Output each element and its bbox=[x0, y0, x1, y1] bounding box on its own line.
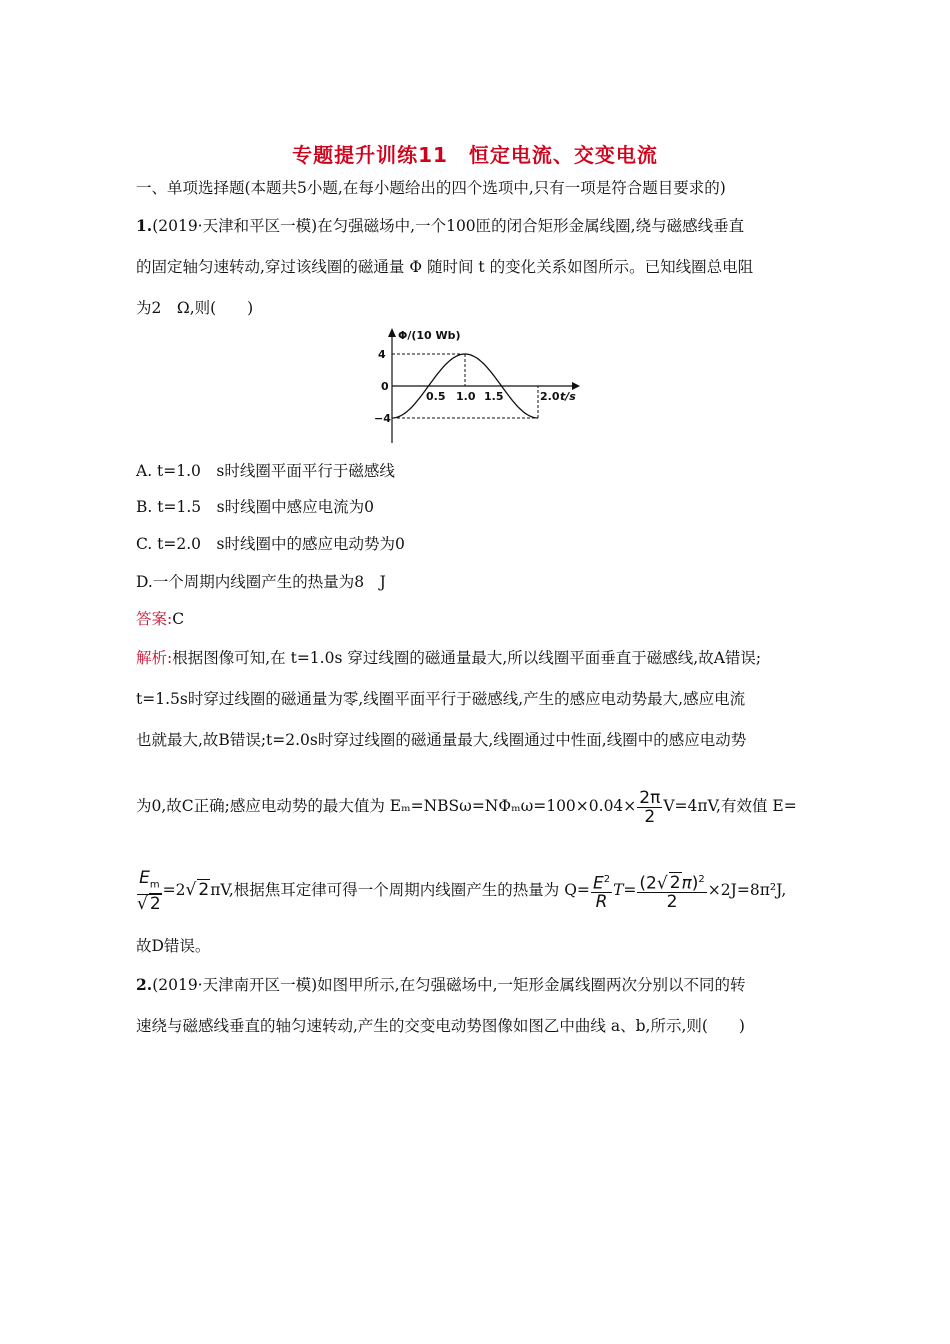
x-tick-0-5: 0.5 bbox=[426, 390, 446, 403]
x-tick-1-5: 1.5 bbox=[484, 390, 504, 403]
analysis-text-4a: 为0,故C正确;感应电动势的最大值为 Eₘ=NBSω=NΦₘω=100×0.04× bbox=[136, 797, 637, 815]
q2-text-1: (2019·天津南开区一模)如图甲所示,在匀强磁场中,一矩形金属线圈两次分别以不同的转 bbox=[152, 976, 746, 994]
q1-line-1 bbox=[136, 216, 744, 236]
e2-over-r bbox=[591, 871, 612, 912]
root-two: √ 2 bbox=[185, 880, 210, 900]
analysis-line-5: $\frac{E_m}{√ 2}$ =2√ 2πV,根据焦耳定律可得一个周期内线圈产生的热量为 Q= $\frac{E^2}{R}$ T= $\frac{(2√ 2\pi)^2}{2}$ ×2J=8π²J, bbox=[137, 867, 787, 915]
option-c: C. t=2.0 s时线圈中的感应电动势为0 bbox=[136, 535, 405, 553]
frac-denominator: 2 bbox=[666, 892, 678, 913]
flux-time-chart bbox=[360, 323, 590, 448]
em-over-root2 bbox=[137, 869, 162, 913]
frac-numerator: 2π bbox=[639, 787, 661, 808]
answer-value: C bbox=[172, 610, 185, 628]
frac-numerator: $E^2$ bbox=[591, 871, 612, 894]
x-tick-2-0: 2.0 bbox=[540, 390, 560, 403]
x-tick-1-0: 1.0 bbox=[456, 390, 476, 403]
analysis-line-6: 故D错误。 bbox=[136, 937, 211, 955]
x-axis-arrow bbox=[572, 382, 580, 390]
analysis-line-4 bbox=[136, 786, 797, 826]
analysis-label: 解析: bbox=[136, 649, 173, 667]
analysis-line-3: 也就最大,故B错误;t=2.0s时穿过线圈的磁通量最大,线圈通过中性面,线圈中的感应电动势 bbox=[136, 731, 747, 749]
q1-number: 1. bbox=[136, 216, 153, 235]
analysis-text-5a: =2 bbox=[162, 881, 186, 899]
q1-text-1: (2019·天津和平区一模)在匀强磁场中,一个100匝的闭合矩形金属线圈,绕与磁感线垂直 bbox=[152, 217, 745, 235]
q2-line-1 bbox=[136, 975, 746, 995]
y-axis-label: Φ/(10 Wb) bbox=[398, 329, 461, 342]
analysis-text-1: 根据图像可知,在 t=1.0s 穿过线圈的磁通量最大,所以线圈平面垂直于磁感线,故A错误; bbox=[172, 649, 762, 667]
q2-line-2: 速绕与磁感线垂直的轴匀速转动,产生的交变电动势图像如图乙中曲线 a、b,所示,则( ) bbox=[136, 1017, 745, 1035]
frac-denominator: √ 2 bbox=[137, 894, 161, 915]
y-tick-4: 4 bbox=[378, 348, 386, 361]
analysis-text-5b: πV,根据焦耳定律可得一个周期内线圈产生的热量为 Q= bbox=[210, 881, 590, 899]
frac-denominator: R bbox=[595, 892, 608, 913]
analysis-line-1 bbox=[136, 648, 761, 668]
x-axis-label: t/s bbox=[560, 390, 576, 403]
y-tick-neg4: −4 bbox=[374, 412, 391, 425]
y-tick-0: 0 bbox=[381, 380, 389, 393]
analysis-text-5c: ×2J=8π²J, bbox=[707, 881, 787, 899]
answer-line bbox=[136, 609, 184, 629]
two-pi-over-two bbox=[637, 789, 662, 826]
option-a: A. t=1.0 s时线圈平面平行于磁感线 bbox=[136, 462, 395, 480]
analysis-text-4b: V=4πV,有效值 E= bbox=[663, 797, 797, 815]
option-d: D.一个周期内线圈产生的热量为8 J bbox=[136, 573, 386, 591]
q1-line-2: 的固定轴匀速转动,穿过该线圈的磁通量 Φ 随时间 t 的变化关系如图所示。已知线圈总电阻 bbox=[136, 258, 754, 276]
frac-denominator: 2 bbox=[644, 806, 656, 827]
heat-fraction bbox=[637, 871, 706, 912]
q1-line-3: 为2 Ω,则( ) bbox=[136, 299, 254, 317]
frac-numerator: $E_m$ bbox=[137, 869, 162, 895]
section-heading: 一、单项选择题(本题共5小题,在每小题给出的四个选项中,只有一项是符合题目要求的) bbox=[136, 179, 726, 197]
q2-number: 2. bbox=[136, 975, 153, 994]
frac-numerator: (2√ 2π)$^2$ bbox=[637, 871, 706, 894]
page-title: 专题提升训练11 恒定电流、交变电流 bbox=[292, 143, 658, 167]
analysis-line-2: t=1.5s时穿过线圈的磁通量为零,线圈平面平行于磁感线,产生的感应电动势最大,感应电流 bbox=[136, 690, 746, 708]
option-b: B. t=1.5 s时线圈中感应电流为0 bbox=[136, 498, 374, 516]
y-axis-arrow bbox=[388, 328, 396, 337]
answer-label: 答案: bbox=[136, 610, 173, 628]
